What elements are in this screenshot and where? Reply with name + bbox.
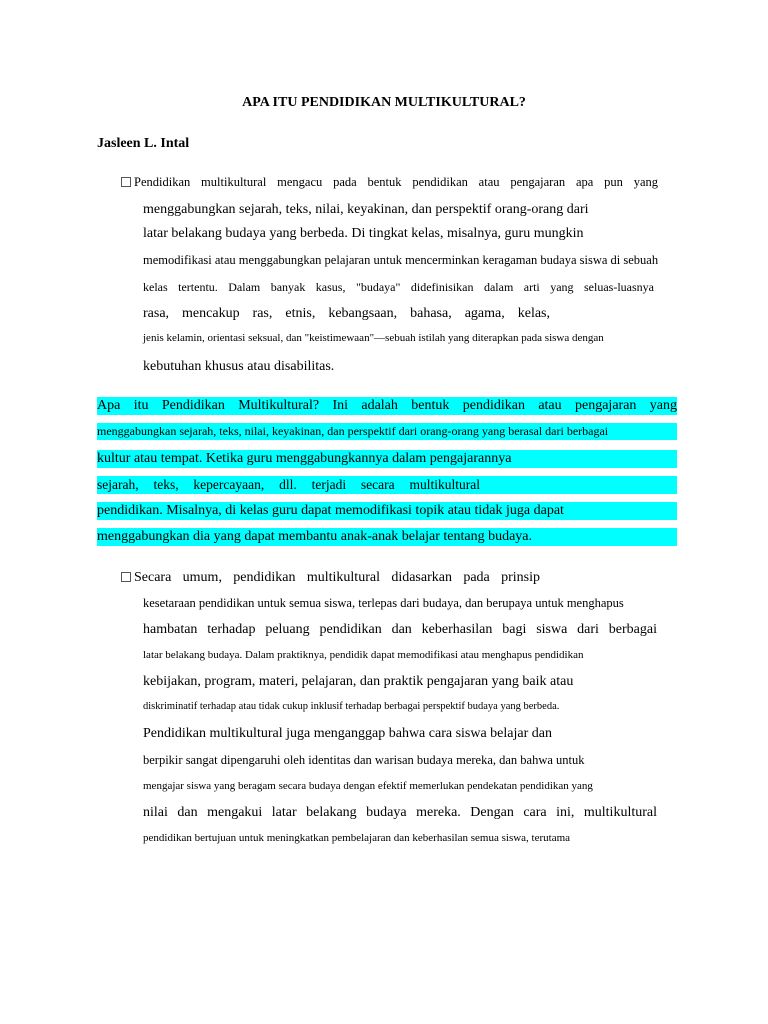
section-1-line: kebutuhan khusus atau disabilitas. <box>143 359 335 374</box>
highlighted-line <box>97 502 677 520</box>
section-1-line: latar belakang budaya yang berbeda. Di tingkat kelas, misalnya, guru mungkin <box>143 226 584 241</box>
highlighted-text: Apa itu Pendidikan Multikultural? Ini adalah bentuk pendidikan atau pengajaran yang <box>97 398 677 413</box>
highlighted-line <box>97 423 677 440</box>
section-1-line: memodifikasi atau menggabungkan pelajaran untuk mencerminkan keragaman budaya siswa di sebuah <box>143 253 659 267</box>
highlighted-text: kultur atau tempat. Ketika guru menggabungkannya dalam pengajarannya <box>97 451 512 466</box>
checkbox-square-icon <box>121 177 131 187</box>
highlighted-text: menggabungkan dia yang dapat membantu anak-anak belajar tentang budaya. <box>97 529 532 544</box>
section-2-line: kebijakan, program, materi, pelajaran, dan praktik pengajaran yang baik atau <box>143 674 574 689</box>
section-2-line: kesetaraan pendidikan untuk semua siswa, terlepas dari budaya, dan berupaya untuk menghapus <box>143 596 624 610</box>
section-1-line: rasa, mencakup ras, etnis, kebangsaan, bahasa, agama, kelas, <box>143 306 550 321</box>
highlighted-line <box>97 476 677 494</box>
section-2-line: nilai dan mengakui latar belakang budaya mereka. Dengan cara ini, multikultural <box>143 805 657 820</box>
checkbox-square-icon <box>121 572 131 582</box>
highlighted-text: menggabungkan sejarah, teks, nilai, keyakinan, dan perspektif dari orang-orang yang berasal dari berbagai <box>97 424 609 438</box>
highlighted-line <box>97 397 677 415</box>
page-title: APA ITU PENDIDIKAN MULTIKULTURAL? <box>242 95 526 110</box>
highlighted-text: pendidikan. Misalnya, di kelas guru dapat memodifikasi topik atau tidak juga dapat <box>97 503 564 518</box>
section-2-line: hambatan terhadap peluang pendidikan dan keberhasilan bagi siswa dari berbagai <box>143 622 657 637</box>
section-1-line: kelas tertentu. Dalam banyak kasus, "budaya" didefinisikan dalam arti yang seluas-luasnya <box>143 280 654 294</box>
section-1-line: menggabungkan sejarah, teks, nilai, keyakinan, dan perspektif orang-orang dari <box>143 202 589 217</box>
author-name: Jasleen L. Intal <box>97 136 190 151</box>
section-1-line: jenis kelamin, orientasi seksual, dan "keistimewaan"—sebuah istilah yang diterapkan pada siswa dengan <box>143 332 604 344</box>
section-2-line: latar belakang budaya. Dalam praktiknya, pendidik dapat memodifikasi atau menghapus pendidikan <box>143 649 584 661</box>
highlighted-text: sejarah, teks, kepercayaan, dll. terjadi secara multikultural <box>97 477 480 492</box>
section-2-line: berpikir sangat dipengaruhi oleh identitas dan warisan budaya mereka, dan bahwa untuk <box>143 753 585 767</box>
section-2-line: diskriminatif terhadap atau tidak cukup inklusif terhadap berbagai perspektif budaya yang berbeda. <box>143 701 560 712</box>
highlighted-line <box>97 450 677 468</box>
section-2-line: pendidikan bertujuan untuk meningkatkan pembelajaran dan keberhasilan semua siswa, terutama <box>143 832 571 844</box>
section-2-text: Secara umum, pendidikan multikultural didasarkan pada prinsip <box>134 570 540 585</box>
section-1-text: Pendidikan multikultural mengacu pada bentuk pendidikan atau pengajaran apa pun yang <box>134 175 658 189</box>
section-1-line <box>121 176 658 189</box>
section-2-line <box>121 571 540 585</box>
section-2-line: mengajar siswa yang beragam secara budaya dengan efektif memerlukan pendekatan pendidikan yang <box>143 780 593 792</box>
highlighted-line <box>97 528 677 546</box>
section-2-line: Pendidikan multikultural juga menganggap bahwa cara siswa belajar dan <box>143 726 552 741</box>
